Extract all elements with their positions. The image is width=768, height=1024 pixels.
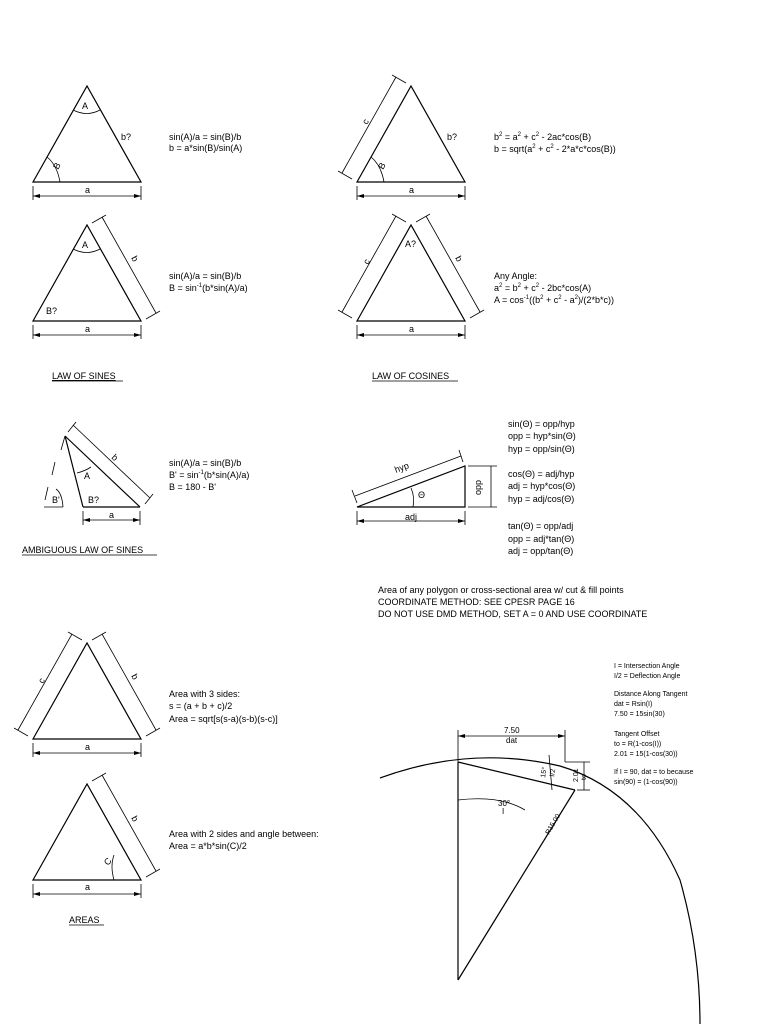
theta-label: Θ [418,490,426,500]
opp-label: opp [473,479,483,495]
ambiguous-formula-1: sin(A)/a = sin(B)/b [169,458,242,468]
cos-line-1: cos(Θ) = adj/hyp [508,469,575,479]
ambiguous-title: AMBIGUOUS LAW OF SINES [22,545,144,555]
radius-label: R15.00 [544,812,563,836]
angle-b-prime-label: B' [52,495,60,505]
cosines-formula-1b: $b = sqrt(a^2 + c^2 - 2*a*c*\cos(B))$ [494,144,616,154]
adj-label: adj [405,512,418,522]
angle-a-label: A [82,240,89,250]
side-a-label: a [85,185,91,195]
curve-note-7: to = R(1-cos(I)) [614,741,662,748]
dat-value: 7.50 [504,726,520,735]
side-c-label: c [360,117,371,126]
right-triangle [352,450,497,525]
cosines-formula-2a: Any Angle: [494,271,538,281]
cosines-triangle-1 [338,75,465,200]
cos-line-3: hyp = adj/cos(Θ) [508,494,575,504]
side-a-label: a [109,510,115,520]
cosines-triangle-2 [338,214,484,339]
curve-note-3: Distance Along Tangent [614,691,688,698]
sin-line-3: hyp = opp/sin(Θ) [508,444,575,454]
area-triangle-2-sides [33,773,160,898]
sines-triangle-1 [33,86,141,200]
curve-note-8: 2.01 = 15(1-cos(30)) [614,751,678,758]
angle-a-label: A [82,101,89,111]
polygon-note-3: DO NOT USE DMD METHOD, SET A = 0 AND USE COORDINATE [378,609,648,619]
law-of-cosines-title: LAW OF COSINES [372,371,450,381]
side-a-label: a [409,185,415,195]
sines-formula-1a: sin(A)/a = sin(B)/b [169,132,242,142]
sin-line-1: sin(Θ) = opp/hyp [508,419,575,429]
side-b-label: b [129,672,141,682]
angle-c-label: C [101,855,114,868]
angle-b-label: B? [46,306,58,316]
polygon-note-1: Area of any polygon or cross-sectional area w/ cut & fill points [378,585,624,595]
side-a-label: a [85,742,91,752]
central-angle-label: I [502,807,505,816]
cosines-formula-2c: $A = \cos^{-1}((b^2 + c^2 - a^2)/(2*b*c))$ [494,295,614,305]
angle-a-label: A? [405,239,417,249]
angle-b-unknown-label: B? [88,495,100,505]
curve-note-4: dat = Rsin(I) [614,701,653,708]
ambiguous-formula-2: $B' = \sin^{-1}(b*\sin(A)/a)$ [169,470,250,480]
polygon-note-2: COORDINATE METHOD: SEE CPESR PAGE 16 [378,597,575,607]
tan-line-2: opp = adj*tan(Θ) [508,534,575,544]
central-angle-value: 30° [498,799,511,808]
curve-note-6: Tangent Offset [614,731,660,738]
area-2-sides-line-2: Area = a*b*sin(C)/2 [169,841,247,851]
side-c-label: c [361,257,372,266]
side-b-label: b? [121,132,132,142]
curve-note-10: sin(90) = (1-cos(90)) [614,779,678,786]
cosines-formula-2b: $a^2 = b^2 + c^2 - 2bc*\cos(A)$ [494,283,592,293]
side-a-label: a [85,324,91,334]
sines-formula-2a: sin(A)/a = sin(B)/b [169,271,242,281]
curve-note-9: If I = 90, dat = to because [614,769,694,776]
area-3-sides-line-3: Area = sqrt[s(s-a)(s-b)(s-c)] [169,714,278,724]
curve-note-1: I = Intersection Angle [614,663,680,670]
area-3-sides-line-2: s = (a + b + c)/2 [169,701,233,711]
curve-note-2: I/2 = Deflection Angle [614,673,681,680]
side-b-label: b [129,254,141,264]
sines-triangle-2 [33,215,160,339]
side-b-label: b? [447,132,458,142]
law-of-sines-title: LAW OF SINES [52,371,116,381]
curve-note-5: 7.50 = 15sin(30) [614,711,665,718]
angle-a-label: A [84,471,91,481]
cos-line-2: adj = hyp*cos(Θ) [508,481,576,491]
side-b-label: b [109,452,121,463]
side-b-label: b [129,814,141,824]
side-c-label: c [36,676,47,685]
area-3-sides-line-1: Area with 3 sides: [169,689,241,699]
area-2-sides-line-1: Area with 2 sides and angle between: [169,829,319,839]
sin-line-2: opp = hyp*sin(Θ) [508,431,576,441]
sines-formula-2b: $B = \sin^{-1}(b*\sin(A)/a)$ [169,283,248,293]
deflection-value: 15° [540,766,549,779]
ambiguous-formula-3: B = 180 - B' [169,482,216,492]
side-b-label: b [453,254,465,264]
side-a-label: a [85,882,91,892]
areas-title: AREAS [69,915,100,925]
angle-b-label: B [376,160,388,171]
deflection-label: I/2 [549,768,558,778]
angle-b-label: B [51,160,63,171]
dat-label: dat [506,736,518,745]
sines-formula-1b: b = a*sin(B)/sin(A) [169,143,243,153]
to-value: 2.01 [573,768,580,782]
cosines-formula-1a: $b^2 = a^2 + c^2 - 2ac*\cos(B)$ [494,132,592,142]
tan-line-1: tan(Θ) = opp/adj [508,521,574,531]
ambiguous-triangle [44,422,153,525]
to-label: to [581,774,588,780]
hyp-label: hyp [393,460,411,475]
side-a-label: a [409,324,415,334]
tan-line-3: adj = opp/tan(Θ) [508,546,574,556]
area-triangle-3-sides [14,632,160,757]
